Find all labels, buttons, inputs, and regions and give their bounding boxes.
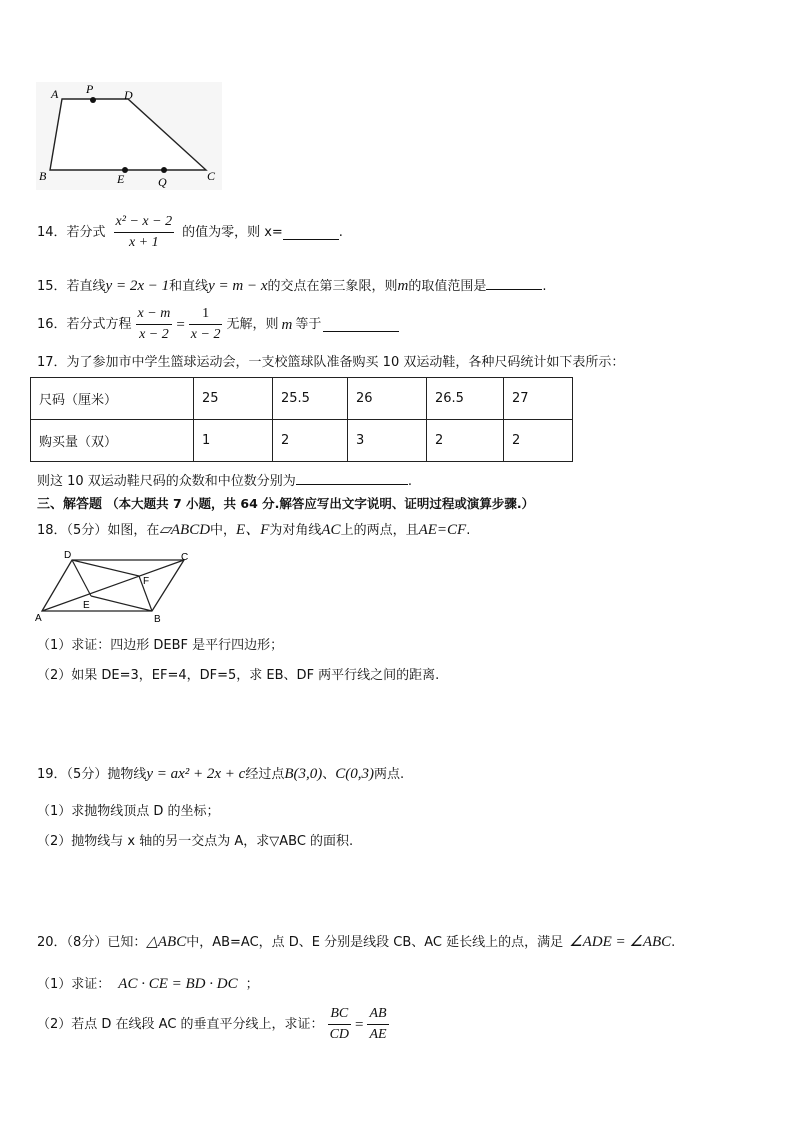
q18-cond: AE=CF (418, 522, 467, 538)
q16-f1-num: x − m (137, 306, 171, 321)
q17-answer-blank[interactable] (296, 470, 408, 485)
q20-p2-prefix: （2）若点 D 在线段 AC 的垂直平分线上，求证： (37, 1016, 324, 1032)
q16-answer-blank[interactable] (323, 317, 399, 332)
label-C: C (181, 552, 189, 563)
parallelogram-figure (34, 548, 194, 628)
question-18-part-1: （1）求证：四边形 DEBF 是平行四边形； (37, 638, 284, 653)
question-18 (37, 521, 470, 540)
table-row (31, 420, 573, 462)
table-cell: 1 (194, 420, 273, 462)
q20-p1-prefix: （1）求证： (37, 977, 111, 992)
q19-sep: 、 (322, 767, 336, 782)
q18-stem-a: 18．（5分）如图，在 (37, 523, 160, 538)
q15-answer-blank[interactable] (486, 275, 542, 290)
q16-f2-num: 1 (202, 306, 210, 321)
question-15 (37, 275, 547, 296)
q15-tail1: 的交点在第三象限，则 (267, 279, 398, 294)
q20-triangle: △ABC (146, 934, 187, 950)
q19-stem-b: 经过点 (245, 767, 285, 782)
shoe-size-table (30, 377, 573, 462)
q18-stem-d: 上的两点，且 (340, 523, 419, 538)
q20-angle: ∠ADE = ∠ABC (569, 934, 672, 950)
q14-answer-blank[interactable] (283, 225, 339, 240)
q20-p1-equation: AC · CE = BD · DC (118, 976, 238, 992)
q20-f2-den: AE (369, 1027, 387, 1042)
table-row (31, 378, 573, 420)
label-P: P (86, 82, 94, 96)
label-C: C (207, 169, 216, 183)
label-A: A (51, 87, 59, 101)
q16-var: m (281, 316, 293, 333)
label-F: F (143, 576, 150, 587)
q14-end: . (338, 224, 343, 240)
q14-fraction (114, 214, 175, 251)
q15-var: m (397, 278, 409, 294)
table-cell: 2 (427, 420, 504, 462)
q16-tail1: 无解，则 (226, 316, 279, 332)
q20-fraction-2 (367, 1006, 388, 1043)
q14-frac-den: x + 1 (128, 235, 159, 250)
q20-end: . (671, 935, 676, 950)
q15-prefix: 15．若直线 (37, 279, 106, 294)
q14-frac-num: x² − x − 2 (115, 214, 173, 229)
q15-line1: y = 2x − 1 (105, 278, 170, 294)
question-18-part-2: （2）如果 DE=3，EF=4，DF=5，求 EB、DF 两平行线之间的距离. (37, 668, 440, 683)
question-19 (37, 765, 404, 784)
table-cell: 购买量（双） (31, 420, 194, 462)
q18-para: ▱ABCD (159, 522, 211, 538)
table-cell: 27 (504, 378, 573, 420)
table-cell: 尺码（厘米） (31, 378, 194, 420)
q19-eq: y = ax² + 2x + c (146, 766, 246, 782)
table-cell: 26 (348, 378, 427, 420)
trapezoid-figure (36, 82, 222, 190)
label-D: D (64, 550, 72, 561)
q16-prefix: 16．若分式方程 (37, 316, 132, 332)
q15-tail2: 的取值范围是 (408, 279, 487, 294)
question-20 (37, 933, 675, 952)
q20-equals: = (355, 1016, 364, 1033)
q19-point-b: B(3,0) (284, 766, 323, 782)
question-17: 17．为了参加市中学生篮球运动会，一支校篮球队准备购买 10 双运动鞋，各种尺码统计如下表所示： (37, 355, 625, 370)
label-B: B (154, 614, 161, 625)
question-19-part-2: （2）抛物线与 x 轴的另一交点为 A，求▽ABC 的面积. (37, 834, 354, 849)
section-3-desc: （本大题共 7 小题，共 64 分.解答应写出文字说明、证明过程或演算步骤.） (106, 496, 535, 511)
q20-p1-end: ； (245, 977, 259, 992)
q15-mid: 和直线 (169, 279, 209, 294)
q19-stem-a: 19．（5分）抛物线 (37, 767, 147, 782)
question-20-part-2 (37, 1006, 393, 1043)
label-E: E (117, 172, 125, 186)
label-E: E (83, 600, 90, 611)
table-cell: 26.5 (427, 378, 504, 420)
label-A: A (35, 613, 42, 624)
q15-line2: y = m − x (208, 278, 268, 294)
q17-after: 则这 10 双运动鞋尺码的众数和中位数分别为 (37, 474, 296, 489)
q16-f2-den: x − 2 (190, 327, 221, 342)
q18-pts: E、F (236, 522, 270, 538)
q16-equals: = (176, 316, 185, 333)
q20-f2-num: AB (369, 1006, 387, 1021)
q14-prefix: 14．若分式 (37, 224, 106, 240)
q16-f1-den: x − 2 (139, 327, 169, 342)
table-cell: 2 (504, 420, 573, 462)
q19-stem-c: 两点. (374, 767, 405, 782)
q20-stem-b: 中，AB=AC，点 D、E 分别是线段 CB、AC 延长线上的点，满足 (186, 935, 564, 950)
table-cell: 3 (348, 420, 427, 462)
q17-end: . (407, 474, 412, 489)
question-20-part-1 (37, 975, 259, 994)
q20-f1-den: CD (329, 1027, 350, 1042)
q18-diag: AC (321, 522, 341, 538)
question-14 (37, 214, 343, 251)
section-3-heading (37, 495, 534, 514)
section-3-title: 三、解答题 (37, 497, 103, 512)
q18-stem-c: 为对角线 (269, 523, 322, 538)
label-D: D (124, 88, 133, 102)
q20-f1-num: BC (330, 1006, 349, 1021)
label-Q: Q (158, 175, 167, 189)
label-B: B (39, 169, 47, 183)
q14-tail: 的值为零，则 x= (182, 224, 283, 240)
q20-fraction-1 (328, 1006, 351, 1043)
q16-fraction-1 (136, 306, 173, 343)
table-cell: 2 (273, 420, 348, 462)
question-17-answer-line (37, 470, 412, 491)
q16-tail2: 等于 (295, 316, 322, 332)
q18-stem-b: 中， (210, 523, 237, 538)
q20-stem-a: 20．（8分）已知： (37, 935, 147, 950)
question-16 (37, 306, 399, 343)
question-19-part-1: （1）求抛物线顶点 D 的坐标； (37, 804, 220, 819)
table-cell: 25.5 (273, 378, 348, 420)
q18-stem-e: . (466, 523, 471, 538)
table-cell: 25 (194, 378, 273, 420)
q15-end: . (542, 279, 547, 294)
q19-point-c: C(0,3) (335, 766, 375, 782)
q16-fraction-2 (189, 306, 223, 343)
